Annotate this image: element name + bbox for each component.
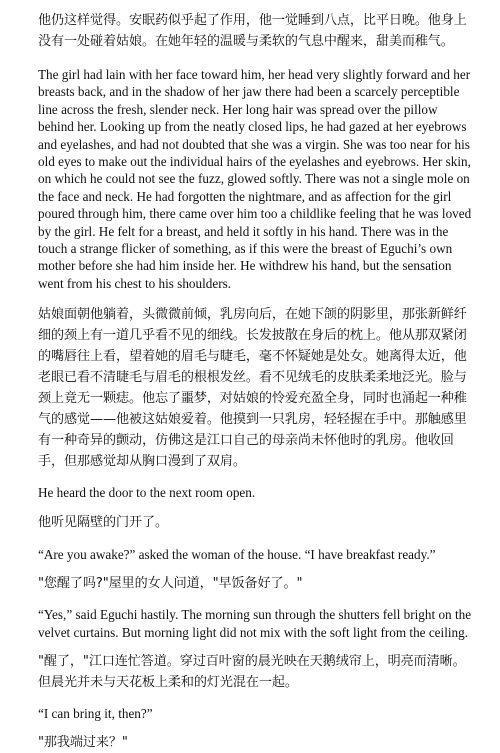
paragraph-en-4: “Yes,” said Eguchi hastily. The morning sun through the shutters fell bright on the velvet curtains. But morning light did not mix with the soft light from the ceiling. [38, 607, 472, 640]
paragraph-en-5: “I can bring it, then?” [38, 705, 153, 721]
paragraph-zh-4: "您醒了吗?"屋里的女人问道，"早饭备好了。" [38, 576, 303, 592]
paragraph-zh-5: "醒了，"江口连忙答道。穿过百叶窗的晨光映在天鹅绒帘上，明亮而清晰。但晨光并未与天花板上柔和的灯光混在一起。 [38, 653, 466, 690]
paragraph-zh-1: 他仍这样觉得。安眠药似乎起了作用，他一觉睡到八点，比平日晚。他身上没有一处碰着姑娘。在她年轻的温暖与柔软的气息中醒来，甜美而稚气。 [38, 13, 467, 49]
paragraph-zh-2: 姑娘面朝他躺着，头微微前倾，乳房向后，在她下颌的阴影里，那张新鲜纤细的颈上有一道几乎看不见的细线。长发披散在身后的枕上。他从那双紧闭的嘴唇往上看，望着她的眉毛与睫毛，毫不怀疑她是处女。她离得太近，他老眼已看不清睫毛与眉毛的根根发丝。看不见绒毛的皮肤柔柔地泛光。脸与颈上竟无一颗痣。他忘了噩梦，对姑娘的怜爱充盈全身，同时也涌起一种稚气的感觉——他被这姑娘爱着。他摸到一只乳房，轻轻握在手中。那触感里有一种奇异的颤动，仿佛这是江口自己的母亲尚未怀他时的乳房。他收回手，但那感觉却从胸口漫到了双肩。 [38, 307, 467, 470]
paragraph-zh-3: 他听见隔壁的门开了。 [38, 514, 168, 530]
paragraph-en-1: The girl had lain with her face toward him, her head very slightly forward and her breasts back, and in the shadow of her jaw there had been a scarcely perceptible line across the fresh, slender neck. Her long hair was spread over the pillow behind her. Looking up from the neatly closed lips, he had gazed at her eyebrows and eyelashes, and had not doubted that she was a virgin. She was too near for his old eyes to make out the individual hairs of the eyelashes and eyebrows. Her skin, on which he could not see the fuzz, glowed softly. There was not a single mole on the face and neck. He had forgotten the nightmare, and as affection for the girl poured through him, there came over him too a childlike feeling that he was loved by the girl. He felt for a breast, and held it softly in his hand. There was in the touch a strange flicker of something, as if this were the breast of Eguchi’s own mother before she had him inside her. He withdrew his hand, but the sensation went from his chest to his shoulders. [38, 67, 472, 291]
paragraph-zh-6: "那我端过来？" [38, 735, 128, 751]
paragraph-en-2: He heard the door to the next room open. [38, 485, 256, 501]
paragraph-en-3: “Are you awake?” asked the woman of the house. “I have breakfast ready.” [38, 546, 436, 562]
